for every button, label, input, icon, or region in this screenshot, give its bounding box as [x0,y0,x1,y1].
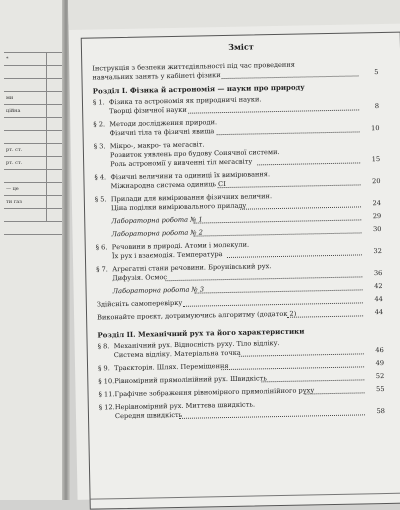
page-title: Зміст [228,41,254,52]
entry-title-line: Агрегатні стани речовини. Броунівський рух. [112,262,272,274]
page-number: 32 [373,247,382,256]
entry-title-line: навчальних занять у кабінеті фізики [92,71,221,82]
entry-number: § 4. [94,173,107,182]
entry-title-line: Розвиток уявлень про будову Сонячної системи. [109,147,280,160]
entry-number: § 1. [92,98,105,107]
section-heading: Розділ II. Механічний рух та його характеристики [97,326,305,340]
entry-title-line: Система відліку. Матеріальна точка [113,348,241,360]
entry-title-line: Здійсніть самоперевірку [96,298,183,309]
entry-number: § 7. [96,265,108,274]
table-of-contents [81,32,400,510]
entry-title-line: Мікро-, макро- та мегасвіт. [109,140,205,151]
previous-page-row [4,78,64,91]
entry-title-line: Виконайте проєкт, дотримуючись алгоритму (додаток 2) [97,309,297,322]
previous-page [0,0,64,500]
previous-page-row: ційна [4,104,64,117]
previous-page-row: ти газ [4,195,64,208]
entry-title-line: Прилади для вимірювання фізичних величин. [110,192,273,204]
entry-title-line: Нерівномірний рух. Миттєва швидкість. [114,400,256,412]
toc-entry [82,59,382,82]
page-number: 49 [375,359,385,368]
previous-page-row: ми [4,91,64,104]
page-number: 15 [371,155,381,164]
contents-page [68,0,400,500]
entry-title-line: Рівномірний прямолінійний рух. Швидкість [114,374,267,386]
page-number: 58 [376,406,386,416]
previous-page-table [4,52,64,247]
entry-number: § 6. [95,243,108,252]
entry-title-line: Фізичні величини та одиниці їх вимірювання. [110,170,271,182]
entry-number: § 5. [94,195,107,204]
page-number: 36 [373,269,383,278]
previous-page-row [4,208,64,221]
entry-title-line: Інструкція з безпеки життєдіяльності під час проведення [92,60,295,73]
previous-page-row [4,221,64,234]
entry-title-line: Лабораторна робота № 2 [111,228,203,239]
page-number: 24 [372,199,382,208]
previous-page-row: — це [4,182,64,195]
divider [91,493,400,500]
entry-title-line: Механічний рух. Відносність руху. Тіло відліку. [113,339,280,351]
previous-page-row [4,117,64,130]
entry-title-line: Методи дослідження природи. [109,118,218,129]
previous-page-row: * [4,52,64,65]
page-number: 44 [374,295,383,304]
page-number: 52 [375,371,385,381]
page-number: 44 [374,308,384,317]
entry-title-line: Фізика та астрономія як природничі науки. [108,95,262,107]
entry-number: § 3. [93,142,106,151]
previous-page-row [4,65,64,78]
entry-title-line: Речовини в природі. Атоми і молекули. [111,240,250,252]
entry-title-line: Графічне зображення рівномірного прямолінійного руху [114,386,315,399]
entry-title-line: Лабораторна робота № 1 [111,215,203,226]
page-number: 8 [374,102,380,111]
entry-number: § 2. [93,120,106,129]
entry-title-line: Середня швидкість [114,410,183,421]
previous-page-row [4,130,64,143]
entry-title-line: Траєкторія. Шлях. Переміщення [113,361,229,373]
entry-title-line: Ціна поділки вимірювального приладу [110,201,247,213]
entry-title-line: Міжнародна система одиниць СІ [110,180,226,191]
page-number: 46 [375,346,384,355]
table-divider [46,52,47,222]
previous-page-row: рт. ст. [4,143,64,156]
page-number: 10 [371,124,380,133]
entry-number: § 11. [98,390,115,399]
page-number: 29 [372,212,382,221]
entry-number: § 8. [97,342,110,351]
entry-title-line: Дифузія. Осмос [112,273,168,283]
entry-title-line: Роль астрономії у вивченні тіл мегасвіту [110,157,253,169]
page-number: 30 [372,225,382,234]
page-number: 20 [372,177,381,186]
page-number: 5 [374,68,379,77]
entry-title-line: Лабораторна робота № 3 [112,285,205,296]
previous-page-row [4,169,64,182]
entry-number: § 10. [98,377,115,386]
previous-page-row [4,234,64,247]
page-number: 42 [374,282,383,291]
previous-page-row: рт. ст. [4,156,64,169]
entry-title-line: Їх рух і взаємодія. Температура [111,250,223,261]
entry-number: § 12. [98,403,115,412]
entry-number: § 9. [98,364,110,373]
page-top-margin [68,0,400,30]
entry-title-line: Фізичні тіла та фізичні явища [109,127,215,138]
page-number: 55 [376,384,385,394]
section-heading: Розділ І. Фізика й астрономія — науки про природу [92,82,305,96]
entry-title-line: Творці фізичної науки [109,105,187,116]
